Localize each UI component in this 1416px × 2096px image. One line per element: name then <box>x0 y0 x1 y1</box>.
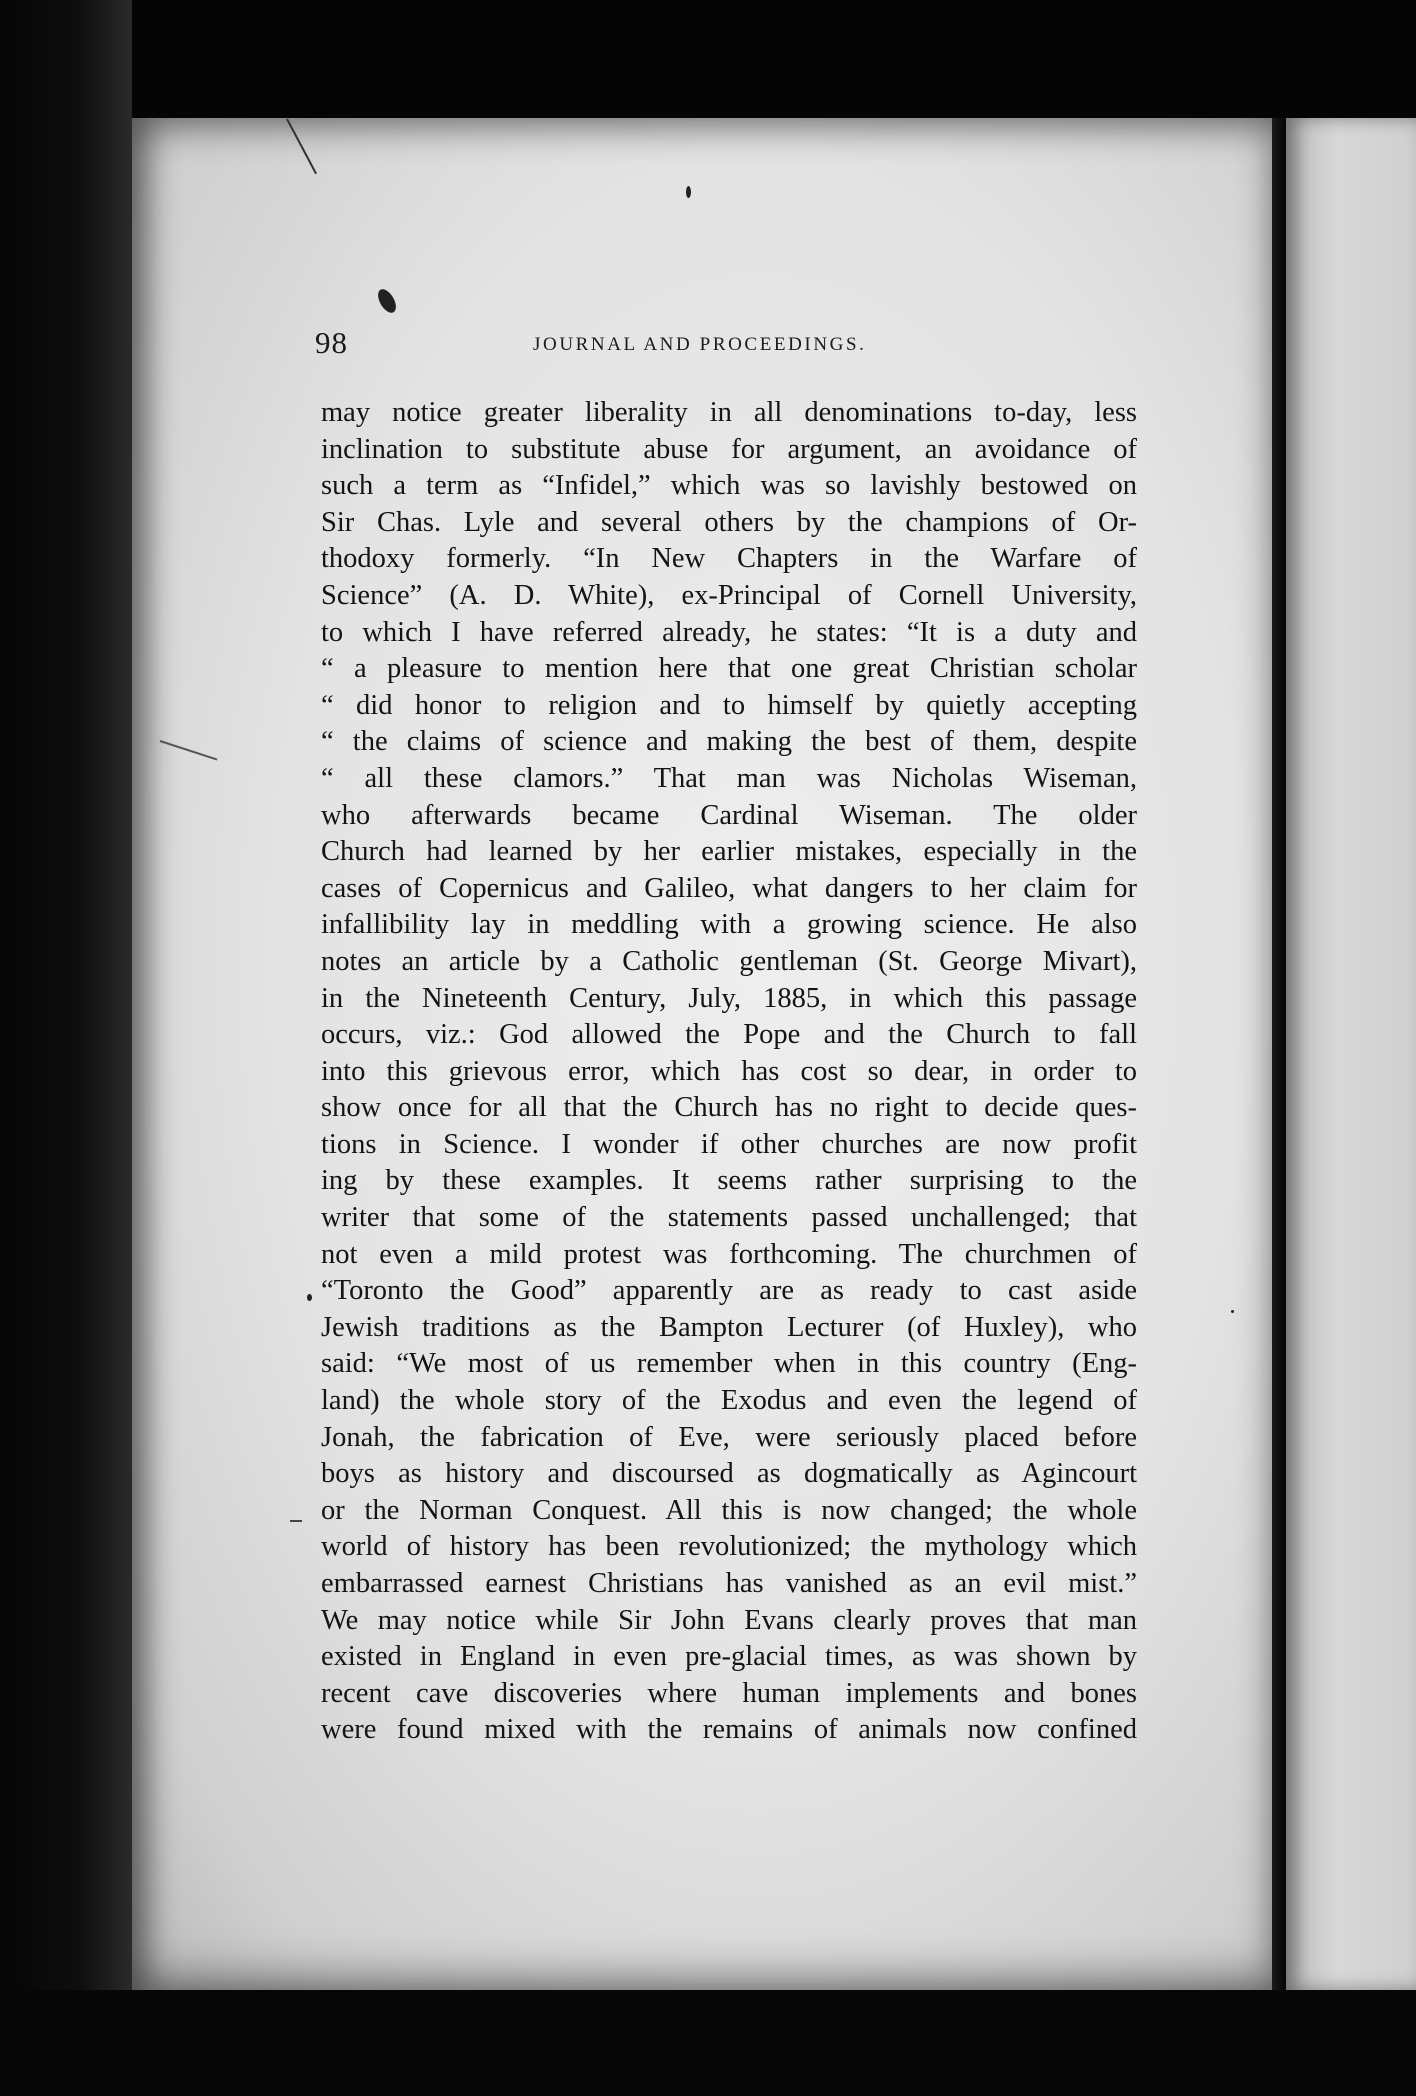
text-line: Jonah, the fabrication of Eve, were seriously placed before <box>321 1421 1137 1453</box>
text-line: cases of Copernicus and Galileo, what dangers to her claim for <box>321 872 1137 904</box>
running-head: JOURNAL AND PROCEEDINGS. <box>533 334 867 355</box>
margin-dot <box>1231 1310 1234 1313</box>
text-line: “ all these clamors.” That man was Nicholas Wiseman, <box>321 762 1137 794</box>
scan-top-border <box>0 0 1416 118</box>
text-line: not even a mild protest was forthcoming. The churchmen of <box>321 1238 1137 1270</box>
text-line: said: “We most of us remember when in this country (Eng- <box>321 1348 1137 1380</box>
text-line: We may notice while Sir John Evans clearly proves that man <box>321 1604 1137 1636</box>
text-line: writer that some of the statements passed unchallenged; that <box>321 1202 1137 1234</box>
text-line: Sir Chas. Lyle and several others by the champions of Or- <box>321 506 1137 538</box>
text-line: infallibility lay in meddling with a growing science. He also <box>321 909 1137 941</box>
text-line: show once for all that the Church has no right to decide ques- <box>321 1092 1137 1124</box>
text-line: ing by these examples. It seems rather surprising to the <box>321 1165 1137 1197</box>
book-gutter <box>1272 118 1286 1990</box>
text-line: thodoxy formerly. “In New Chapters in the Warfare of <box>321 543 1137 575</box>
text-line: “Toronto the Good” apparently are as ready to cast aside <box>321 1275 1137 1307</box>
margin-dash <box>290 1520 302 1522</box>
text-line: land) the whole story of the Exodus and even the legend of <box>321 1385 1137 1417</box>
text-line: or the Norman Conquest. All this is now changed; the whole <box>321 1494 1137 1526</box>
text-line: world of history has been revolutionized; the mythology which <box>321 1531 1137 1563</box>
text-line: “ the claims of science and making the best of them, despite <box>321 726 1137 758</box>
facing-page-edge <box>1286 118 1416 1990</box>
text-line: Church had learned by her earlier mistakes, especially in the <box>321 836 1137 868</box>
body-text <box>321 395 1137 1749</box>
text-line: may notice greater liberality in all denominations to-day, less <box>321 397 1137 428</box>
scan-left-border <box>0 0 132 2096</box>
text-line: Jewish traditions as the Bampton Lecturer (of Huxley), who <box>321 1311 1137 1343</box>
text-line: tions in Science. I wonder if other churches are now profit <box>321 1128 1137 1160</box>
margin-dot <box>307 1294 312 1301</box>
text-line: were found mixed with the remains of animals now confined <box>321 1714 1137 1746</box>
text-line: embarrassed earnest Christians has vanished as an evil mist.” <box>321 1568 1137 1599</box>
text-line: boys as history and discoursed as dogmatically as Agincourt <box>321 1458 1137 1490</box>
text-line: recent cave discoveries where human implements and bones <box>321 1677 1137 1709</box>
ink-speck <box>686 186 691 198</box>
text-line: to which I have referred already, he states: “It is a duty and <box>321 616 1137 648</box>
text-line: occurs, viz.: God allowed the Pope and the Church to fall <box>321 1019 1137 1051</box>
text-line: existed in England in even pre-glacial times, as was shown by <box>321 1641 1137 1673</box>
text-line: in the Nineteenth Century, July, 1885, in which this passage <box>321 982 1137 1014</box>
text-line: such a term as “Infidel,” which was so lavishly bestowed on <box>321 470 1137 502</box>
scan-bottom-border <box>0 1990 1416 2096</box>
page-number: 98 <box>315 325 348 360</box>
text-line: who afterwards became Cardinal Wiseman. The older <box>321 799 1137 831</box>
text-line: notes an article by a Catholic gentleman (St. George Mivart), <box>321 945 1137 977</box>
text-line: into this grievous error, which has cost so dear, in order to <box>321 1055 1137 1087</box>
text-line: Science” (A. D. White), ex-Principal of Cornell University, <box>321 579 1137 611</box>
text-line: inclination to substitute abuse for argument, an avoidance of <box>321 433 1137 465</box>
text-line: “ did honor to religion and to himself by quietly accepting <box>321 689 1137 721</box>
text-line: “ a pleasure to mention here that one great Christian scholar <box>321 653 1137 685</box>
page-header <box>315 325 1135 369</box>
